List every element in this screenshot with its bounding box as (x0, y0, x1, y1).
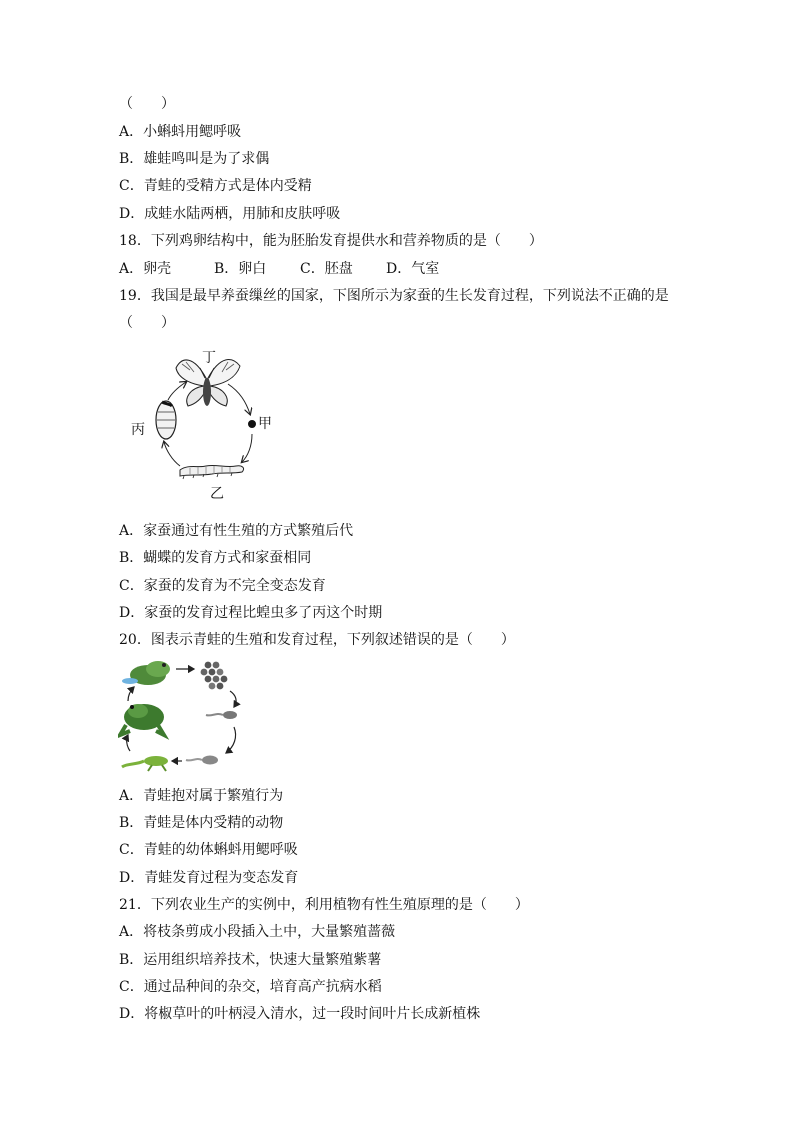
q21-option-a: A．将枝条剪成小段插入土中，大量繁殖蔷薇 (119, 924, 396, 940)
label-jia: 甲 (258, 416, 272, 432)
silkworm-lifecycle-diagram (128, 342, 288, 504)
q17-paren: （ ） (119, 96, 175, 112)
larva-icon (180, 465, 244, 479)
mating-frogs-icon (122, 661, 170, 685)
q17-option-c: C．青蛙的受精方式是体内受精 (119, 178, 312, 194)
pupa-icon (156, 401, 176, 439)
frog-lifecycle-figure (118, 655, 250, 777)
q19-stem: 19．我国是最早养蚕缫丝的国家，下图所示为家蚕的生长发育过程，下列说法不正确的是 (119, 288, 669, 304)
q18-option-b: B．卵白 (214, 261, 267, 277)
q19-option-b: B．蝴蝶的发育方式和家蚕相同 (119, 550, 312, 566)
q17-option-b: B．雄蛙鸣叫是为了求偶 (119, 151, 270, 167)
egg-icon (248, 420, 256, 428)
q19-option-a: A．家蚕通过有性生殖的方式繁殖后代 (119, 523, 354, 539)
tadpole-with-legs-icon (186, 756, 218, 765)
q21-option-b: B．运用组织培养技术，快速大量繁殖紫薯 (119, 952, 382, 968)
frog-lifecycle-diagram (118, 655, 250, 777)
q18-option-d: D．气室 (386, 261, 440, 277)
label-yi: 乙 (210, 486, 224, 502)
frog-eggs-icon (201, 662, 228, 690)
q20-option-a: A．青蛙抱对属于繁殖行为 (119, 788, 284, 804)
q21-stem: 21．下列农业生产的实例中，利用植物有性生殖原理的是（ ） (119, 897, 529, 913)
q18-options (119, 259, 439, 279)
q20-option-d: D．青蛙发育过程为变态发育 (119, 870, 299, 886)
q17-option-d: D．成蛙水陆两栖，用肺和皮肤呼吸 (119, 206, 341, 222)
q18-option-c: C．胚盘 (300, 261, 353, 277)
q20-stem: 20．图表示青蛙的生殖和发育过程，下列叙述错误的是（ ） (119, 632, 515, 648)
silkworm-lifecycle-figure (128, 342, 288, 504)
label-ding: 丁 (202, 350, 216, 366)
q17-option-a: A．小蝌蚪用鳃呼吸 (119, 124, 242, 140)
adult-frog-icon (120, 704, 164, 735)
label-bing: 丙 (131, 422, 145, 438)
q21-option-c: C．通过品种间的杂交，培育高产抗病水稻 (119, 979, 382, 995)
froglet-icon (122, 756, 168, 771)
q18-option-a: A．卵壳 (119, 261, 172, 277)
q19-option-d: D．家蚕的发育过程比蝗虫多了丙这个时期 (119, 605, 383, 621)
q21-option-d: D．将椒草叶的叶柄浸入清水，过一段时间叶片长成新植株 (119, 1006, 481, 1022)
q19-paren: （ ） (119, 315, 175, 331)
q18-stem: 18．下列鸡卵结构中，能为胚胎发育提供水和营养物质的是（ ） (119, 233, 543, 249)
q20-option-b: B．青蛙是体内受精的动物 (119, 815, 284, 831)
q20-option-c: C．青蛙的幼体蝌蚪用鳃呼吸 (119, 842, 298, 858)
tadpole-icon (206, 711, 237, 719)
q19-option-c: C．家蚕的发育为不完全变态发育 (119, 578, 326, 594)
